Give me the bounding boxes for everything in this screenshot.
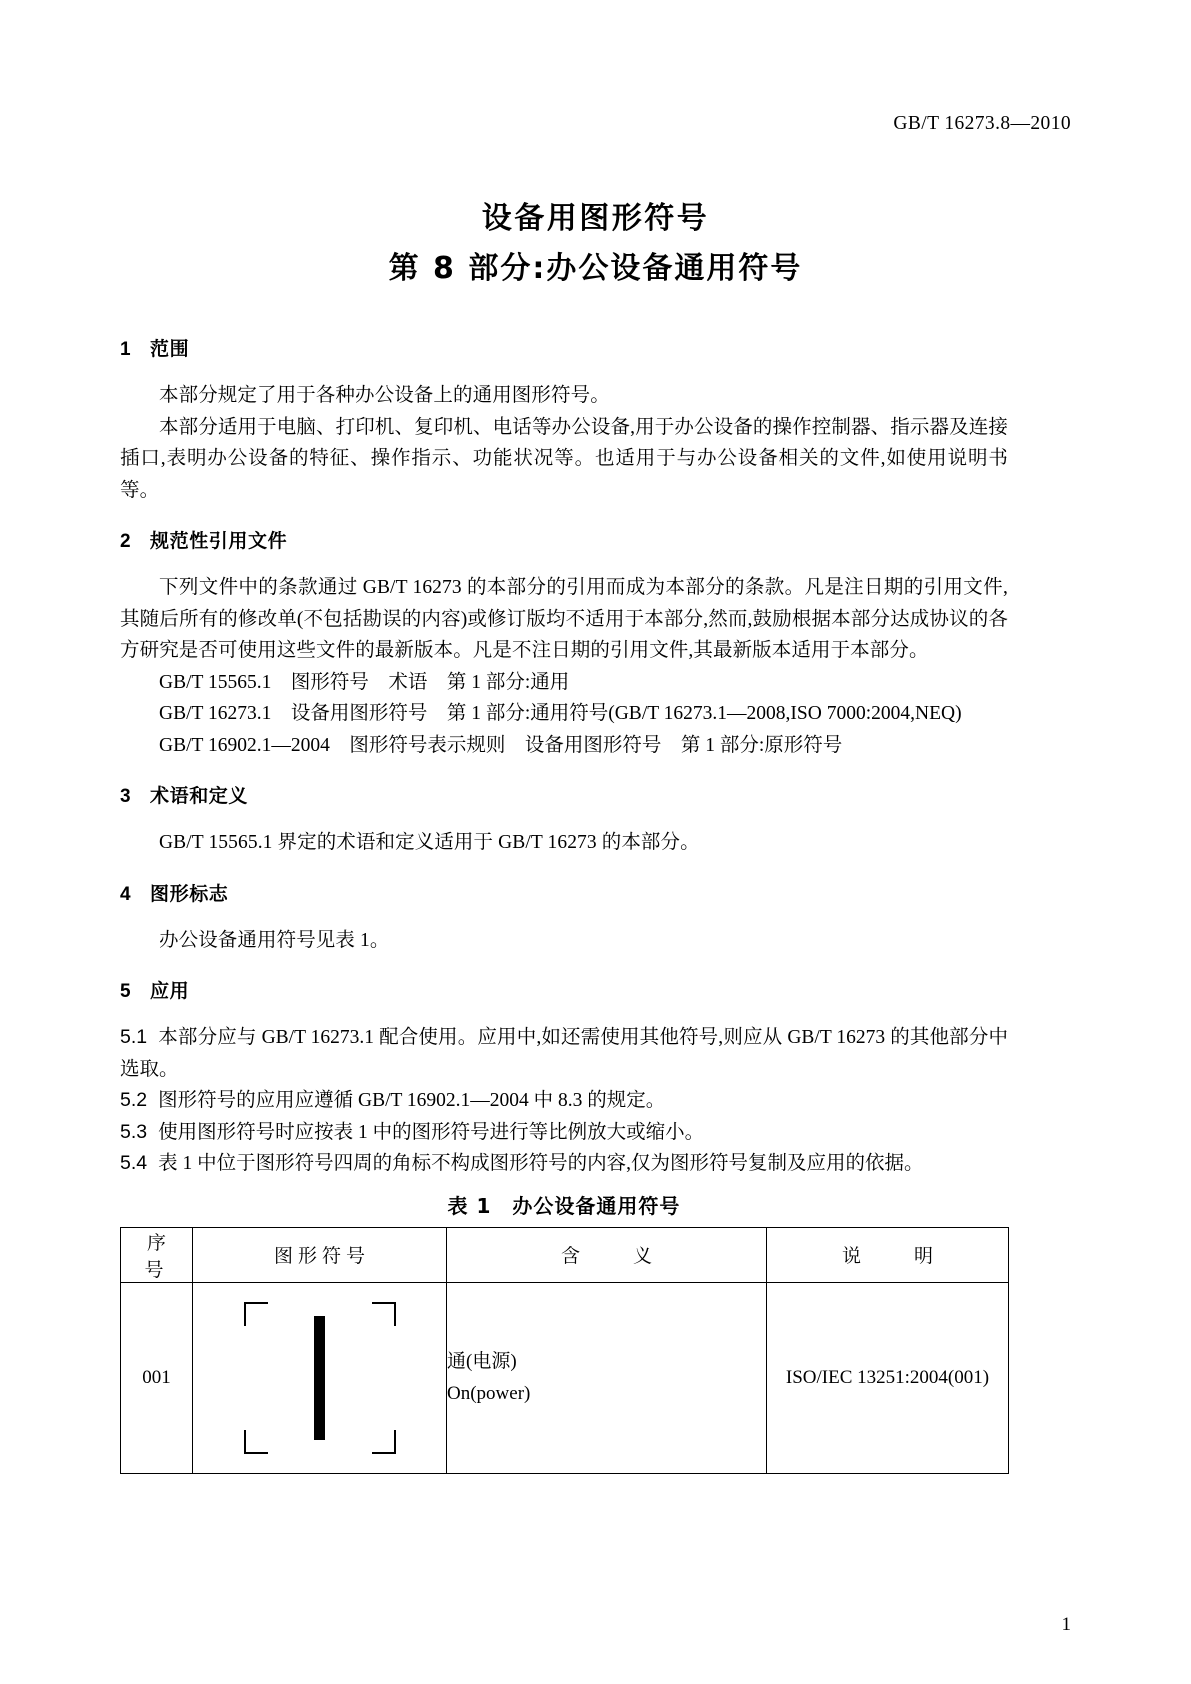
section-title-5: 应用: [150, 980, 190, 1002]
subclause-text-5-4: 表 1 中位于图形符号四周的角标不构成图形符号的内容,仅为图形符号复制及应用的依据。: [158, 1153, 924, 1174]
column-header-meaning: 含 义: [447, 1227, 767, 1282]
section-heading-2: [120, 528, 1008, 555]
running-header: [893, 113, 1071, 135]
section-2-paragraph-1: 下列文件中的条款通过 GB/T 16273 的本部分的引用而成为本部分的条款。凡是注日期的引用文件,其随后所有的修改单(不包括勘误的内容)或修订版均不适用于本部分,然而,鼓励根据本部分达成协议的各方研究是否可使用这些文件的最新版本。凡是不注日期的引用文件,其最新版本适用于本部分。: [120, 577, 1008, 661]
subclause-5-2: [120, 1085, 1008, 1117]
corner-mark-bottom-right-icon: [372, 1430, 396, 1454]
cell-description: ISO/IEC 13251:2004(001): [767, 1282, 1009, 1473]
section-number-5: 5: [120, 981, 132, 1002]
section-title-1: 范围: [150, 338, 190, 360]
normative-reference-2: GB/T 16273.1 设备用图形符号 第 1 部分:通用符号(GB/T 16273.1—2008,ISO 7000:2004,NEQ): [159, 703, 962, 724]
table-caption: 表 1 办公设备通用符号: [447, 1193, 681, 1218]
document-title: 设备用图形符号: [481, 201, 710, 236]
subclause-5-3: [120, 1117, 1008, 1149]
column-header-description: 说 明: [767, 1227, 1009, 1282]
column-header-serial: 序 号: [121, 1227, 193, 1282]
section-number-2: 2: [120, 531, 132, 552]
corner-mark-top-left-icon: [244, 1302, 268, 1326]
section-1-paragraph-2: 本部分适用于电脑、打印机、复印机、电话等办公设备,用于办公设备的操作控制器、指示器及连接插口,表明办公设备的特征、操作指示、功能状况等。也适用于与办公设备相关的文件,如使用说明书等。: [120, 416, 1008, 501]
corner-mark-bottom-left-icon: [244, 1430, 268, 1454]
subclause-text-5-2: 图形符号的应用应遵循 GB/T 16902.1—2004 中 8.3 的规定。: [158, 1090, 666, 1111]
standard-number: GB/T 16273.8—2010: [893, 113, 1071, 134]
meaning-english: On(power): [447, 1382, 531, 1404]
section-3-paragraph-1: GB/T 15565.1 界定的术语和定义适用于 GB/T 16273 的本部分。: [159, 832, 700, 853]
section-heading-1: [120, 336, 1008, 363]
page-number: 1: [1061, 1614, 1071, 1635]
subclause-number-5-3: 5.3: [120, 1120, 148, 1143]
column-header-symbol: 图形符号: [193, 1227, 447, 1282]
section-number-4: 4: [120, 883, 132, 905]
vertical-bar-icon: [314, 1316, 325, 1440]
section-number-1: 1: [120, 339, 132, 360]
subclause-number-5-4: 5.4: [120, 1152, 148, 1174]
section-heading-4: [120, 881, 1008, 908]
section-heading-5: [120, 978, 1008, 1005]
section-number-3: 3: [120, 786, 132, 807]
subclause-number-5-2: 5.2: [120, 1089, 148, 1111]
section-heading-3: [120, 783, 1008, 810]
normative-reference-3: GB/T 16902.1—2004 图形符号表示规则 设备用图形符号 第 1 部分:原形符号: [159, 734, 843, 756]
subclause-text-5-3: 使用图形符号时应按表 1 中的图形符号进行等比例放大或缩小。: [158, 1121, 705, 1143]
cell-meaning: [447, 1282, 767, 1473]
cell-serial-number: 001: [121, 1282, 193, 1473]
meaning-chinese: 通(电源): [447, 1350, 517, 1372]
subclause-number-5-1: 5.1: [120, 1026, 148, 1048]
section-4-paragraph-1: 办公设备通用符号见表 1。: [159, 929, 390, 951]
table-row: [121, 1282, 1009, 1473]
on-power-bar-symbol: [244, 1302, 396, 1454]
document-body: [120, 336, 1008, 1474]
table-header-row: [121, 1227, 1009, 1282]
document-subtitle: 第 8 部分:办公设备通用符号: [388, 251, 803, 286]
subclause-5-4: [120, 1148, 1008, 1180]
symbol-table: [120, 1227, 1009, 1474]
section-title-4: 图形标志: [150, 882, 229, 905]
cell-graphical-symbol: [193, 1282, 447, 1473]
normative-reference-1: GB/T 15565.1 图形符号 术语 第 1 部分:通用: [159, 671, 570, 693]
section-title-3: 术语和定义: [150, 785, 249, 807]
corner-mark-top-right-icon: [372, 1302, 396, 1326]
section-title-2: 规范性引用文件: [150, 530, 288, 552]
subclause-5-1: [120, 1022, 1008, 1085]
subclause-text-5-1: 本部分应与 GB/T 16273.1 配合使用。应用中,如还需使用其他符号,则应从 GB/T 16273 的其他部分中选取。: [120, 1027, 1008, 1080]
section-1-paragraph-1: 本部分规定了用于各种办公设备上的通用图形符号。: [159, 385, 610, 406]
title-block: [0, 196, 1191, 294]
